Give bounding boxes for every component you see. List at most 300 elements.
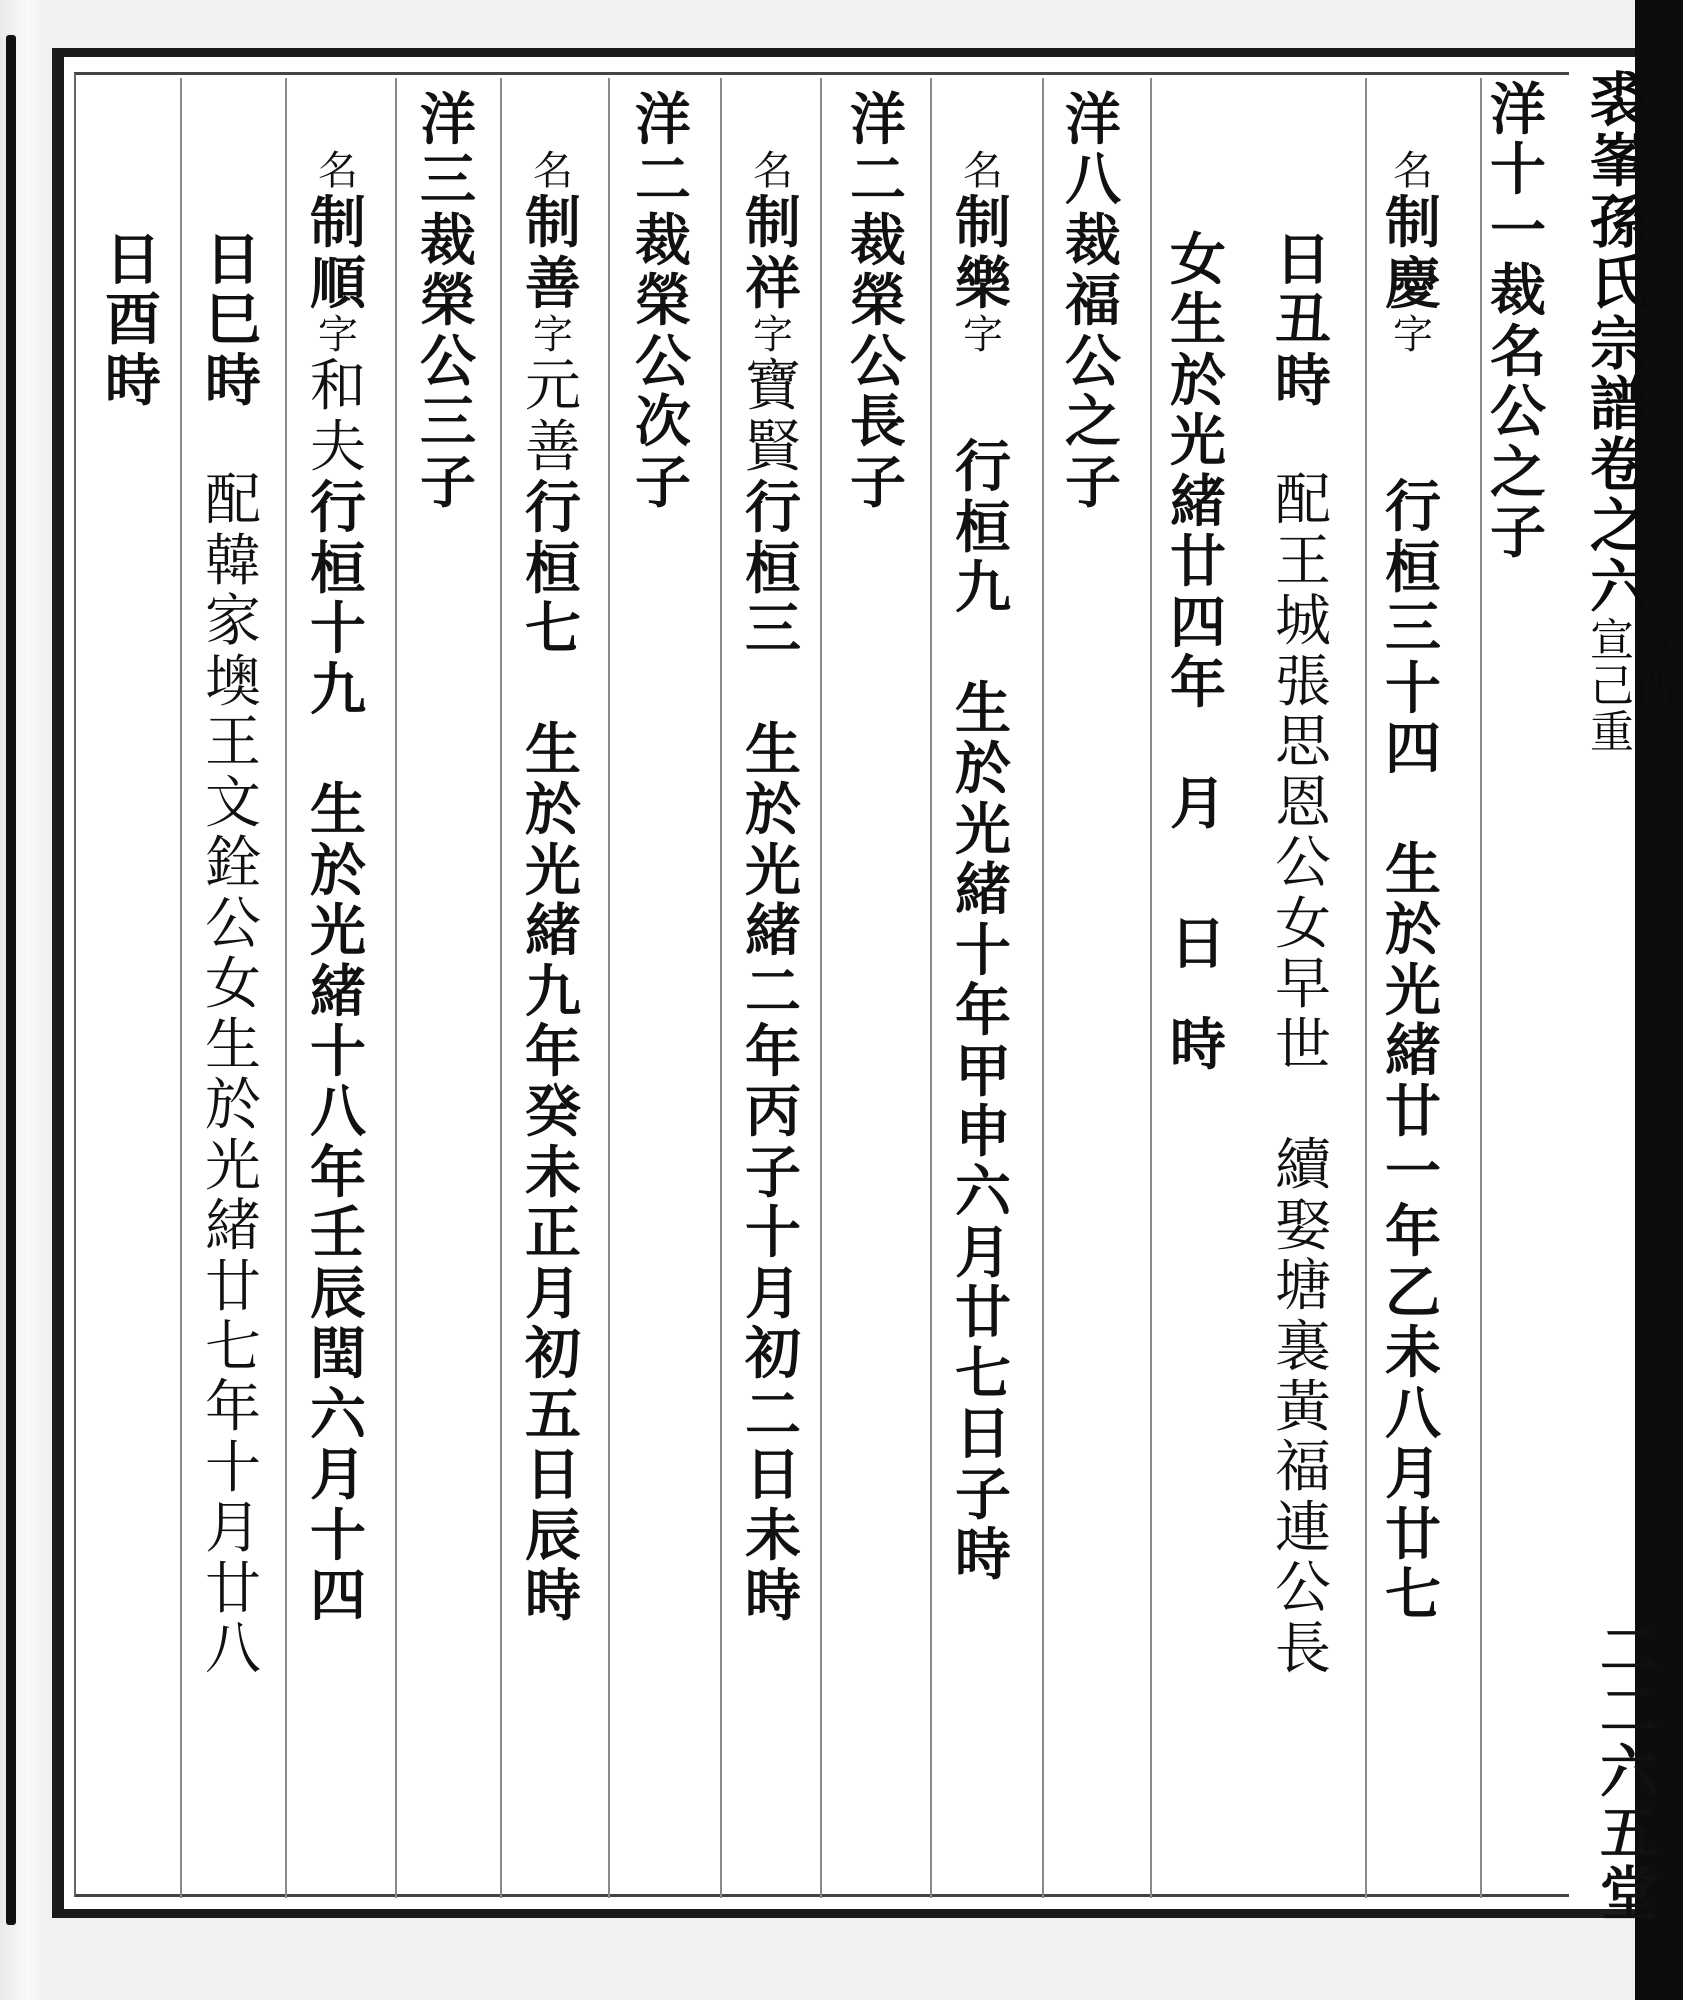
glyph: 廿 [1170, 529, 1226, 596]
glyph: 制 [955, 190, 1011, 257]
glyph: 洋 [1490, 77, 1546, 143]
left-page-edge [0, 0, 40, 2000]
glyph: 辰 [525, 1502, 581, 1569]
glyph: 閏 [310, 1321, 366, 1388]
left-binding-bar [6, 35, 16, 1925]
glyph: 銓 [205, 831, 261, 897]
glyph: 年 [1170, 650, 1226, 717]
glyph: 洋 [635, 87, 691, 153]
column-divider [930, 78, 932, 1898]
glyph: 孫 [1590, 187, 1649, 256]
glyph: 次 [635, 389, 691, 456]
genealogy-column-3 [1275, 227, 1331, 1682]
personal-name [745, 190, 801, 317]
glyph: 名 [1393, 148, 1433, 194]
birth-time [1170, 1011, 1226, 1078]
glyph: 桓 [310, 535, 366, 602]
glyph: 八 [310, 1079, 366, 1146]
glyph: 七 [955, 1340, 1011, 1407]
glyph: 十 [1385, 655, 1441, 722]
name-marker [318, 150, 358, 193]
style-marker [753, 314, 793, 357]
glyph: 五 [525, 1381, 581, 1448]
glyph: 子 [850, 449, 906, 516]
glyph: 日 [205, 227, 261, 293]
genealogy-column-6 [955, 148, 1011, 1589]
glyph: 洋 [1065, 87, 1121, 153]
glyph: 桓 [525, 535, 581, 602]
column-divider [285, 78, 287, 1898]
glyph: 順 [310, 250, 366, 317]
glyph: 月 [955, 1219, 1011, 1286]
glyph: 子 [745, 1139, 801, 1206]
glyph: 二 [745, 1381, 801, 1448]
glyph: 墺 [205, 649, 261, 715]
column-divider [1365, 78, 1367, 1898]
entry-heading [1065, 87, 1121, 516]
glyph: 榮 [850, 268, 906, 335]
birth-record [955, 675, 1011, 1589]
glyph: 酉 [1634, 661, 1678, 713]
generation-rank [745, 475, 801, 663]
glyph: 巳 [205, 287, 261, 354]
personal-name [1385, 190, 1441, 317]
name-marker [533, 150, 573, 193]
glyph: 七 [525, 596, 581, 663]
glyph: 長 [1275, 1616, 1331, 1682]
glyph: 二 [635, 147, 691, 214]
glyph: 光 [1385, 957, 1441, 1024]
glyph: 八 [205, 1617, 261, 1683]
glyph: 緒 [1385, 1018, 1441, 1085]
glyph: 榮 [420, 268, 476, 335]
glyph: 十 [955, 917, 1011, 984]
glyph: 廿 [1385, 1078, 1441, 1145]
style-marker [1393, 314, 1433, 357]
glyph: 時 [955, 1522, 1011, 1589]
courtesy-name [525, 354, 581, 480]
glyph: 塘 [1275, 1254, 1331, 1320]
glyph: 之 [1490, 439, 1546, 506]
glyph: 洋 [850, 87, 906, 153]
glyph: 祥 [745, 250, 801, 317]
glyph: 字 [753, 312, 793, 359]
glyph: 名 [1490, 318, 1546, 385]
glyph: 己 [1590, 661, 1634, 713]
glyph: 年 [205, 1375, 261, 1441]
glyph: 公 [1275, 1556, 1331, 1622]
birth-hour [105, 227, 161, 414]
glyph: 九 [955, 555, 1011, 622]
glyph: 寶 [745, 354, 801, 420]
entry-heading [635, 87, 691, 516]
glyph: 裘 [1590, 66, 1649, 134]
glyph: 裁 [1065, 207, 1121, 274]
glyph: 樂 [955, 250, 1011, 317]
glyph: 裁 [1490, 258, 1546, 325]
glyph: 制 [1385, 190, 1441, 257]
birth-hour [205, 227, 261, 414]
genealogy-column-12 [310, 148, 366, 1630]
column-divider [500, 78, 502, 1898]
birth-record [1385, 836, 1441, 1629]
glyph: 生 [205, 1012, 261, 1078]
glyph: 壬 [310, 1200, 366, 1267]
glyph: 十 [310, 1502, 366, 1569]
glyph: 世 [1275, 1012, 1331, 1078]
glyph: 女 [1170, 227, 1226, 293]
genealogy-column-14 [105, 227, 161, 414]
glyph: 堂 [1600, 1859, 1659, 1928]
birth-day [1170, 911, 1226, 978]
spouse-record [1275, 468, 1331, 1078]
glyph: 字 [963, 312, 1003, 359]
glyph: 女 [205, 952, 261, 1018]
glyph: 年 [955, 978, 1011, 1045]
glyph: 修 [1634, 707, 1678, 759]
genealogy-column-13 [205, 227, 261, 1683]
glyph: 長 [850, 389, 906, 456]
glyph: 行 [525, 475, 581, 542]
glyph: 生 [1385, 836, 1441, 903]
book-title [1590, 66, 1683, 439]
style-marker [963, 314, 1003, 357]
glyph: 於 [955, 736, 1011, 803]
personal-name [955, 190, 1011, 317]
entry-heading [850, 87, 906, 516]
glyph: 黃 [1275, 1374, 1331, 1440]
genealogy-column-8 [745, 148, 801, 1630]
style-marker [533, 314, 573, 357]
glyph: 洋 [420, 87, 476, 153]
glyph: 卷 [1590, 431, 1649, 500]
glyph: 公 [635, 328, 691, 395]
glyph: 福 [1275, 1435, 1331, 1501]
glyph: 甲 [955, 1038, 1011, 1105]
glyph: 日 [1170, 911, 1226, 978]
glyph: 行 [1385, 474, 1441, 541]
glyph: 子 [420, 449, 476, 516]
glyph: 十 [745, 1200, 801, 1267]
glyph: 王 [205, 710, 261, 776]
glyph: 制 [525, 190, 581, 257]
volume-label [1590, 431, 1683, 622]
glyph: 於 [205, 1073, 261, 1139]
entry-heading [420, 87, 476, 516]
style-marker [318, 314, 358, 357]
glyph: 四 [310, 1563, 366, 1630]
glyph: 行 [745, 475, 801, 542]
glyph: 配 [205, 468, 261, 534]
glyph: 月 [205, 1496, 261, 1562]
glyph: 年 [745, 1019, 801, 1085]
genealogy-column-11 [420, 87, 476, 516]
generation-rank [1385, 474, 1441, 783]
book-margin-title [1590, 66, 1683, 759]
glyph: 字 [1393, 312, 1433, 359]
glyph: 桓 [955, 494, 1011, 561]
glyph: 一 [1385, 1139, 1441, 1205]
column-divider [1042, 78, 1044, 1898]
courtesy-name [745, 354, 801, 480]
glyph: 緒 [745, 898, 801, 965]
glyph: 六 [955, 1159, 1011, 1226]
glyph: 生 [955, 675, 1011, 742]
glyph: 日 [525, 1442, 581, 1509]
glyph: 六 [310, 1381, 366, 1448]
glyph: 福 [1065, 268, 1121, 335]
column-divider [1480, 78, 1482, 1898]
glyph: 宗 [1590, 309, 1649, 378]
glyph: 名 [533, 148, 573, 194]
genealogy-column-9 [635, 87, 691, 516]
glyph: 文 [205, 770, 261, 836]
glyph: 乙 [1385, 1259, 1441, 1326]
glyph: 於 [1385, 897, 1441, 964]
birth-record [310, 777, 366, 1630]
glyph: 緒 [310, 958, 366, 1025]
glyph: 時 [205, 347, 261, 414]
glyph: 十 [205, 1435, 261, 1501]
glyph: 重 [1590, 707, 1634, 759]
glyph: 三 [1385, 595, 1441, 662]
glyph: 六 [1590, 553, 1649, 622]
glyph: 申 [955, 1099, 1011, 1165]
glyph: 一 [1490, 197, 1546, 264]
glyph: 子 [1065, 449, 1121, 516]
glyph: 光 [955, 796, 1011, 863]
glyph: 公 [1490, 379, 1546, 446]
glyph: 峯 [1590, 126, 1649, 195]
glyph: 氏 [1590, 248, 1649, 317]
glyph: 行 [310, 475, 366, 542]
glyph: 九 [310, 656, 366, 723]
generation-rank [525, 475, 581, 663]
glyph: 日 [105, 227, 161, 293]
birth-hour [1275, 227, 1331, 414]
genealogy-column-10 [525, 148, 581, 1630]
glyph: 女 [1275, 891, 1331, 957]
glyph: 城 [1275, 589, 1331, 655]
glyph: 和 [310, 354, 366, 420]
glyph: 三 [420, 147, 476, 214]
glyph: 配 [1275, 468, 1331, 534]
glyph: 廿 [955, 1280, 1011, 1347]
glyph: 月 [1385, 1441, 1441, 1508]
column-divider [820, 78, 822, 1898]
glyph: 早 [1275, 952, 1331, 1018]
glyph: 宣 [1590, 615, 1634, 667]
spouse-birth [1170, 227, 1226, 717]
glyph: 初 [525, 1321, 581, 1388]
glyph: 光 [205, 1133, 261, 1199]
glyph: 光 [525, 837, 581, 904]
glyph: 子 [1490, 500, 1546, 567]
glyph: 緒 [205, 1194, 261, 1260]
glyph: 譜 [1590, 370, 1649, 439]
glyph: 年 [525, 1019, 581, 1085]
glyph: 未 [525, 1139, 581, 1206]
glyph: 緒 [1170, 468, 1226, 535]
glyph: 時 [525, 1563, 581, 1630]
glyph: 酉 [105, 287, 161, 354]
spouse-record [205, 468, 261, 1683]
glyph: 光 [1170, 408, 1226, 475]
glyph: 慶 [1385, 250, 1441, 317]
personal-name [310, 190, 366, 317]
glyph: 夫 [310, 414, 366, 480]
glyph: 七 [205, 1314, 261, 1380]
personal-name [525, 190, 581, 317]
genealogy-column-1 [1490, 77, 1546, 567]
glyph: 日 [745, 1442, 801, 1509]
glyph: 正 [525, 1200, 581, 1267]
column-divider [720, 78, 722, 1898]
glyph: 於 [525, 777, 581, 844]
glyph: 三 [745, 596, 801, 663]
genealogy-column-5 [1065, 87, 1121, 516]
glyph: 榮 [635, 268, 691, 335]
glyph: 十 [310, 596, 366, 663]
glyph: 名 [963, 148, 1003, 194]
glyph: 名 [318, 148, 358, 194]
glyph: 年 [310, 1139, 366, 1206]
glyph: 桓 [1385, 534, 1441, 601]
glyph: 廿 [1385, 1501, 1441, 1568]
glyph: 之 [1065, 389, 1121, 456]
glyph: 賢 [745, 414, 801, 480]
glyph: 生 [745, 716, 801, 783]
glyph: 日 [1275, 227, 1331, 293]
glyph: 善 [525, 414, 581, 480]
glyph: 生 [310, 777, 366, 844]
glyph: 生 [1170, 287, 1226, 354]
glyph: 光 [745, 837, 801, 904]
glyph: 二 [745, 958, 801, 1025]
glyph: 八 [1385, 1380, 1441, 1447]
glyph: 之 [1590, 492, 1649, 561]
glyph: 恩 [1275, 770, 1331, 836]
glyph: 二 [850, 147, 906, 214]
glyph: 子 [635, 449, 691, 516]
glyph: 二 [1600, 1616, 1659, 1684]
genealogy-column-7 [850, 87, 906, 516]
birth-month [1170, 770, 1226, 837]
glyph: 張 [1275, 649, 1331, 715]
glyph: 月 [525, 1260, 581, 1327]
glyph: 生 [525, 716, 581, 783]
glyph: 續 [1275, 1133, 1331, 1199]
column-divider [180, 78, 182, 1898]
glyph: 未 [745, 1502, 801, 1569]
glyph: 名 [753, 148, 793, 194]
generation-rank [955, 434, 1011, 622]
birth-record [745, 716, 801, 1630]
glyph: 月 [310, 1442, 366, 1509]
name-marker [753, 150, 793, 193]
glyph: 十 [310, 1019, 366, 1085]
glyph: 四 [1385, 716, 1441, 783]
genealogy-column-4 [1170, 227, 1226, 1078]
glyph: 元 [525, 354, 581, 420]
page-number [1600, 1616, 1683, 1928]
glyph: 善 [525, 250, 581, 317]
glyph: 字 [533, 312, 573, 359]
glyph: 時 [1275, 347, 1331, 414]
name-marker [1393, 150, 1433, 193]
glyph: 公 [420, 328, 476, 395]
glyph: 十 [1490, 137, 1546, 204]
birth-record [525, 716, 581, 1630]
glyph: 行 [955, 434, 1011, 501]
glyph: 辰 [310, 1260, 366, 1327]
column-divider [395, 78, 397, 1898]
glyph: 字 [318, 312, 358, 359]
glyph: 廿 [205, 1254, 261, 1320]
glyph: 韓 [205, 528, 261, 594]
glyph: 家 [205, 589, 261, 655]
glyph: 癸 [525, 1079, 581, 1146]
glyph: 於 [1170, 347, 1226, 414]
glyph: 公 [1065, 328, 1121, 395]
glyph: 日 [955, 1401, 1011, 1468]
glyph: 時 [1170, 1011, 1226, 1078]
edition-label [1590, 615, 1683, 759]
glyph: 四 [1170, 589, 1226, 656]
glyph: 初 [745, 1321, 801, 1388]
glyph: 九 [525, 958, 581, 1025]
glyph: 時 [105, 347, 161, 414]
glyph: 丙 [745, 1079, 801, 1146]
glyph: 緒 [525, 898, 581, 965]
glyph: 桓 [745, 535, 801, 602]
glyph: 緒 [955, 857, 1011, 924]
glyph: 六 [1600, 1737, 1659, 1806]
glyph: 光 [310, 898, 366, 965]
glyph: 統 [1634, 615, 1678, 667]
glyph: 七 [1385, 1562, 1441, 1629]
column-divider [1150, 78, 1152, 1898]
glyph: 連 [1275, 1495, 1331, 1561]
glyph: 於 [745, 777, 801, 844]
glyph: 裁 [850, 207, 906, 274]
glyph: 公 [1275, 831, 1331, 897]
glyph: 子 [955, 1461, 1011, 1528]
glyph: 三 [420, 389, 476, 456]
glyph: 八 [1065, 147, 1121, 214]
glyph: 於 [310, 837, 366, 904]
glyph: 月 [1170, 770, 1226, 837]
genealogy-column-2 [1385, 148, 1441, 1629]
glyph: 未 [1385, 1320, 1441, 1387]
glyph: 公 [850, 328, 906, 395]
glyph: 年 [1385, 1199, 1441, 1266]
entry-heading [1490, 77, 1546, 567]
column-divider [608, 78, 610, 1898]
glyph: 裏 [1275, 1314, 1331, 1380]
glyph: 娶 [1275, 1193, 1331, 1259]
glyph: 時 [745, 1563, 801, 1630]
glyph: 五 [1600, 1798, 1659, 1867]
second-spouse-record [1275, 1133, 1331, 1682]
name-marker [963, 150, 1003, 193]
glyph: 裁 [420, 207, 476, 274]
glyph: 公 [205, 891, 261, 957]
glyph: 丑 [1275, 287, 1331, 354]
glyph: 制 [745, 190, 801, 257]
glyph: 制 [310, 190, 366, 257]
glyph: 思 [1275, 710, 1331, 776]
